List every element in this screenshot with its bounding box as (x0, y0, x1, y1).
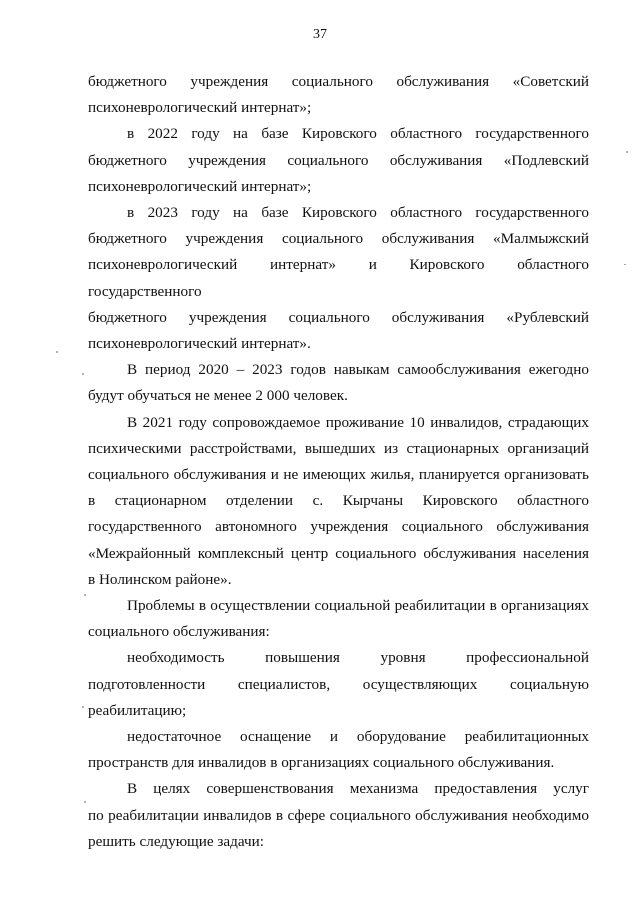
scan-speck (84, 594, 86, 596)
text-line: решить следующие задачи: (88, 832, 264, 850)
scan-speck (624, 264, 626, 265)
text-line: «Межрайонный комплексный центр социального обслуживания населения (88, 544, 589, 562)
text-line: психоневрологический интернат»; (88, 177, 312, 195)
scan-speck (82, 373, 84, 375)
text-line: психоневрологический интернат»; (88, 99, 312, 117)
text-line: В 2021 году сопровождаемое проживание 10 инвалидов, страдающих (127, 413, 589, 431)
text-line: психоневрологический интернат». (88, 335, 311, 353)
page-number: 37 (313, 27, 327, 42)
text-line: в 2023 году на базе Кировского областного государственного (127, 204, 589, 222)
text-line: психоневрологический интернат» и Кировского областного государственного (88, 256, 589, 300)
text-line: в стационарном отделении с. Кырчаны Кировского областного (88, 492, 589, 510)
text-line: пространств для инвалидов в организациях социального обслуживания. (88, 754, 555, 772)
text-line: психическими расстройствами, вышедших из стационарных организаций (88, 439, 589, 457)
text-line: будут обучаться не менее 2 000 человек. (88, 387, 348, 405)
text-line: в 2022 году на базе Кировского областного государственного (127, 125, 589, 143)
text-line: по реабилитации инвалидов в сфере социального обслуживания необходимо (88, 806, 589, 824)
body-text (88, 69, 589, 855)
scan-speck (82, 706, 84, 708)
text-line: В период 2020 – 2023 годов навыкам самообслуживания ежегодно (127, 361, 589, 379)
text-line: бюджетного учреждения социального обслуживания «Малмыжский (88, 230, 589, 248)
scan-speck (626, 151, 628, 153)
text-line: недостаточное оснащение и оборудование реабилитационных (127, 728, 589, 746)
text-line: социального обслуживания и не имеющих жилья, планируется организовать (88, 466, 589, 484)
text-line: бюджетного учреждения социального обслуживания «Подлевский (88, 151, 589, 169)
text-line: бюджетного учреждения социального обслуживания «Советский (88, 73, 589, 90)
scan-speck (56, 351, 58, 353)
text-line: социального обслуживания: (88, 623, 270, 641)
text-line: реабилитацию; (88, 701, 187, 719)
text-line: подготовленности специалистов, осуществляющих социальную (88, 675, 589, 693)
scan-speck (84, 801, 86, 803)
text-line: Проблемы в осуществлении социальной реабилитации в организациях (127, 597, 589, 615)
text-line: В целях совершенствования механизма предоставления услуг (127, 780, 589, 798)
text-line: в Нолинском районе». (88, 570, 232, 588)
text-line: бюджетного учреждения социального обслуживания «Рублевский (88, 308, 589, 326)
text-line: необходимость повышения уровня профессиональной (127, 649, 589, 667)
text-line: государственного автономного учреждения социального обслуживания (88, 518, 589, 536)
